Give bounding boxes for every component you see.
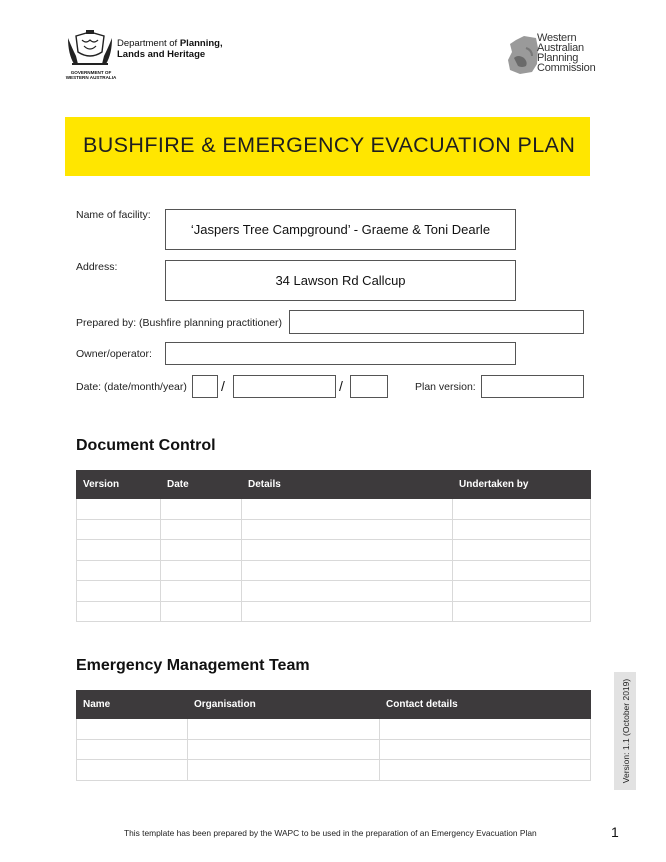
table-cell[interactable] [380,719,591,740]
table-cell[interactable] [161,519,242,540]
owner-label: Owner/operator: [76,348,152,360]
address-value: 34 Lawson Rd Callcup [275,273,406,288]
table-row [77,760,591,781]
table-row [77,519,591,540]
page-number: 1 [611,824,619,840]
facility-label: Name of facility: [76,209,151,221]
table-cell[interactable] [453,519,591,540]
address-label: Address: [76,261,118,273]
wapc-line-4: Commission [537,62,596,74]
col-version: Version [77,471,161,499]
date-day-field[interactable] [192,375,218,398]
emergency-team-heading: Emergency Management Team [76,657,310,674]
table-cell[interactable] [242,499,453,520]
owner-field[interactable] [165,342,516,365]
table-row [77,581,591,602]
table-cell[interactable] [380,739,591,760]
table-cell[interactable] [77,519,161,540]
document-control-heading: Document Control [76,437,216,454]
department-name [117,38,223,60]
table-cell[interactable] [453,499,591,520]
document-title: BUSHFIRE & EMERGENCY EVACUATION PLAN [83,133,576,157]
date-label: Date: (date/month/year) [76,381,187,393]
government-line-1: GOVERNMENT OF [70,70,112,75]
table-cell[interactable] [161,540,242,561]
table-cell[interactable] [77,601,161,622]
table-cell[interactable] [77,760,188,781]
col-name: Name [77,691,188,719]
table-cell[interactable] [161,601,242,622]
table-cell[interactable] [161,560,242,581]
table-cell[interactable] [188,739,380,760]
col-organisation: Organisation [188,691,380,719]
table-cell[interactable] [453,581,591,602]
prepared-by-label: Prepared by: (Bushfire planning practitioner) [76,317,283,329]
table-cell[interactable] [77,560,161,581]
wapc-line-3: Planning [537,52,579,64]
emergency-team-table [76,690,591,781]
wapc-name [537,33,596,73]
document-control-table [76,470,591,622]
department-lands: Lands and Heritage [117,49,206,60]
table-cell[interactable] [242,519,453,540]
wa-government-crest-icon [66,30,114,68]
table-row [77,739,591,760]
date-separator-1: / [221,378,225,394]
table-row [77,499,591,520]
department-planning: Planning, [179,38,223,49]
col-undertaken-by: Undertaken by [453,471,591,499]
prepared-by-field[interactable] [289,310,584,334]
date-year-field[interactable] [350,375,388,398]
facility-field[interactable] [165,209,516,250]
government-line-2: WESTERN AUSTRALIA [65,75,117,80]
plan-version-field[interactable] [481,375,584,398]
col-contact-details: Contact details [380,691,591,719]
table-row [77,719,591,740]
table-cell[interactable] [453,540,591,561]
table-cell[interactable] [188,719,380,740]
footer-note: This template has been prepared by the WAPC to be used in the preparation of an Emergency Evacuation Plan [124,828,537,838]
table-cell[interactable] [242,560,453,581]
address-field[interactable] [165,260,516,301]
table-cell[interactable] [77,540,161,561]
date-month-field[interactable] [233,375,336,398]
plan-version-label: Plan version: [415,381,476,393]
wa-map-logo-icon [506,34,540,76]
wapc-line-2: Australian [537,42,584,54]
table-cell[interactable] [242,581,453,602]
table-cell[interactable] [77,581,161,602]
version-label: Version: 1.1 (October 2019) [621,678,631,784]
date-separator-2: / [339,378,343,394]
table-cell[interactable] [242,540,453,561]
table-cell[interactable] [188,760,380,781]
table-row [77,540,591,561]
table-row [77,601,591,622]
table-row [77,560,591,581]
table-cell[interactable] [242,601,453,622]
col-date: Date [161,471,242,499]
table-cell[interactable] [77,499,161,520]
table-cell[interactable] [380,760,591,781]
table-cell[interactable] [453,601,591,622]
table-cell[interactable] [161,581,242,602]
table-cell[interactable] [77,719,188,740]
department-prefix: Department of [117,38,180,49]
col-details: Details [242,471,453,499]
table-cell[interactable] [161,499,242,520]
table-cell[interactable] [453,560,591,581]
facility-value: ‘Jaspers Tree Campground’ - Graeme & Toni Dearle [190,222,491,237]
wapc-line-1: Western [537,32,577,44]
table-cell[interactable] [77,739,188,760]
